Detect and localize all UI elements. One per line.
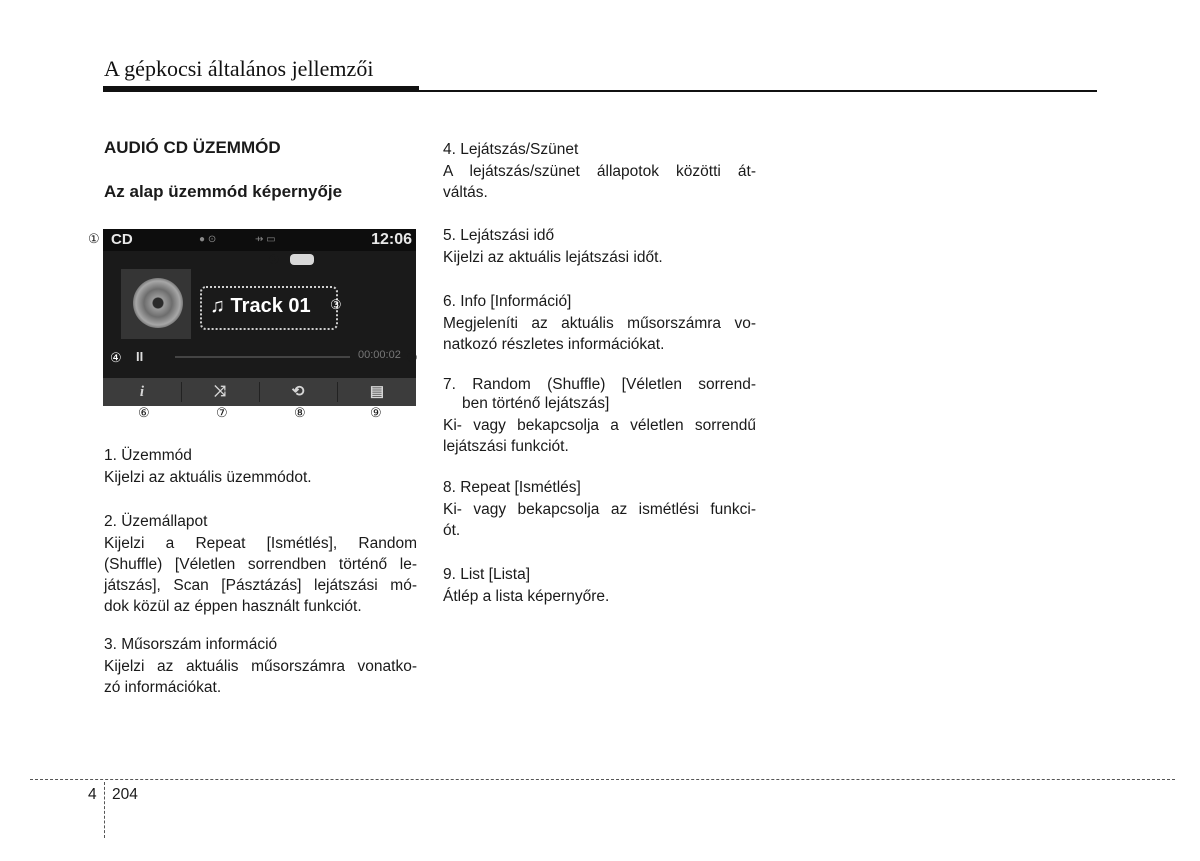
item-heading: 8. Repeat [Ismétlés] (443, 479, 581, 496)
item-text: játszás], Scan [Pásztázás] lejátszási mó- (104, 577, 417, 594)
callout-3: ③ (330, 297, 342, 312)
track-info-box (200, 286, 338, 330)
progress-track (175, 356, 350, 358)
item-text: Megjeleníti az aktuális műsorszámra vo- (443, 315, 756, 332)
list-icon: ▤ (369, 383, 385, 400)
item-heading: 2. Üzemállapot (104, 513, 208, 530)
page-number: 204 (112, 786, 138, 803)
item-text: dok közül az éppen használt funkciót. (104, 598, 362, 615)
item-heading: 1. Üzemmód (104, 447, 192, 464)
chapter-number: 4 (88, 786, 97, 803)
item-text: lejátszási funkciót. (443, 438, 569, 455)
item-text: ót. (443, 522, 461, 539)
pause-icon: II (136, 349, 144, 364)
header-rule-thin (419, 90, 1097, 92)
item-text: Kijelzi a Repeat [Ismétlés], Random (104, 535, 417, 552)
subsection-title: Az alap üzemmód képernyője (104, 182, 343, 201)
callout-2: ② (268, 252, 280, 267)
item-text: Ki- vagy bekapcsolja az ismétlési funkci- (443, 501, 756, 518)
item-heading: 6. Info [Információ] (443, 293, 572, 310)
cd-mode-screen-illustration (103, 229, 416, 406)
bluetooth-icon: ● ⊙ (199, 234, 217, 245)
repeat-icon: ⟲ (291, 383, 305, 400)
callout-1: ① (88, 231, 100, 246)
item-text: zó információkat. (104, 679, 222, 696)
item-heading: 9. List [Lista] (443, 566, 531, 583)
item-text: natkozó részletes információkat. (443, 336, 665, 353)
item-heading: 7. Random (Shuffle) [Véletlen sorrend- (443, 376, 756, 393)
callout-4: ④ (110, 350, 122, 365)
item-text: Átlép a lista képernyőre. (443, 588, 610, 605)
shuffle-icon: ⤨ (213, 383, 226, 400)
item-heading: 4. Lejátszás/Szünet (443, 141, 579, 158)
callout-9: ⑨ (370, 405, 382, 420)
item-text: Kijelzi az aktuális műsorszámra vonatko- (104, 658, 417, 675)
item-text: A lejátszás/szünet állapotok közötti át- (443, 163, 756, 180)
callout-8: ⑧ (294, 405, 306, 420)
info-softkey: i (139, 384, 145, 400)
item-heading-continued: ben történő lejátszás] (462, 395, 610, 412)
screen-clock: 12:06 (371, 231, 412, 248)
header-rule-thick (103, 86, 419, 92)
footer-divider (104, 782, 105, 838)
softkey-bar (103, 378, 416, 406)
callout-7: ⑦ (216, 405, 228, 420)
item-text: váltás. (443, 184, 488, 201)
section-title: AUDIÓ CD ÜZEMMÓD (104, 138, 281, 157)
play-time: 00:00:02 (358, 349, 401, 361)
item-heading: 3. Műsorszám információ (104, 636, 278, 653)
item-text: (Shuffle) [Véletlen sorrendben történő le- (104, 556, 417, 573)
item-text: Kijelzi az aktuális üzemmódot. (104, 469, 312, 486)
item-text: Ki- vagy bekapcsolja a véletlen sorrendű (443, 417, 756, 434)
cd-disc-icon (133, 278, 183, 328)
item-heading: 5. Lejátszási idő (443, 227, 555, 244)
item-text: Kijelzi az aktuális lejátszási időt. (443, 249, 663, 266)
running-header: A gépkocsi általános jellemzői (104, 56, 374, 81)
track-title: ♫ Track 01 (210, 295, 311, 317)
screen-mode-label: CD (111, 231, 133, 248)
status-mode-icon (290, 254, 314, 265)
usb-icon: ⇸ ▭ (255, 234, 276, 245)
footer-rule (30, 779, 1175, 780)
callout-6: ⑥ (138, 405, 150, 420)
callout-5: ⑤ (406, 350, 418, 365)
